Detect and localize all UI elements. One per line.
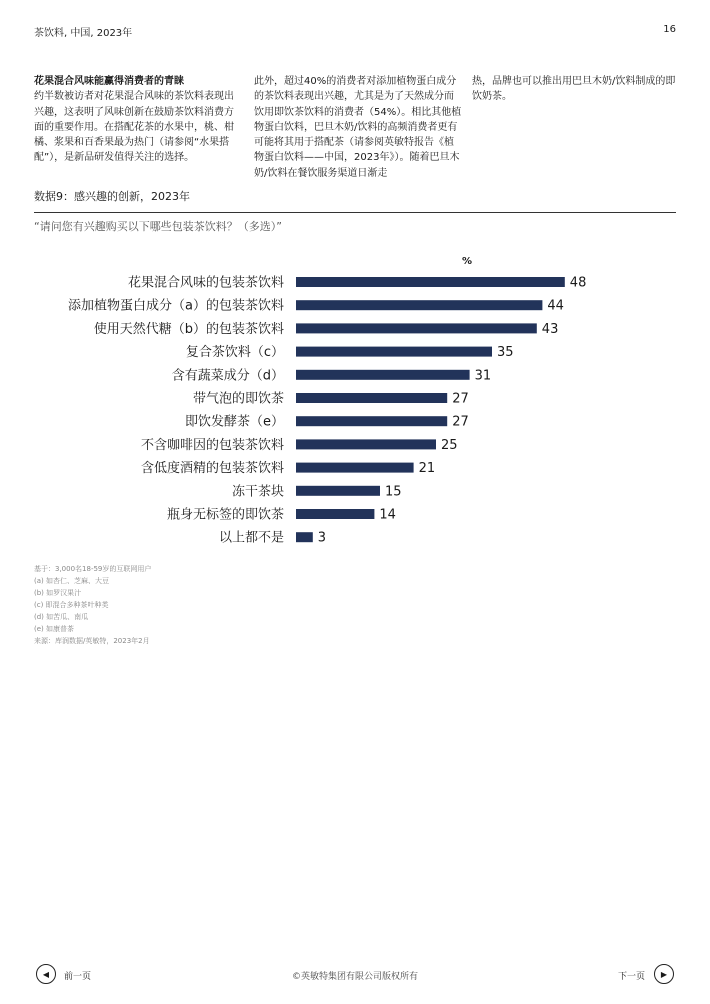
category-label: 即饮发酵茶（e） xyxy=(185,414,284,430)
value-label: 43 xyxy=(541,321,559,337)
column-3-paragraph: 热，品牌也可以推出用巴旦木奶/饮料制成的即饮奶茶。 xyxy=(472,76,676,103)
figure-divider xyxy=(34,212,676,213)
section-heading: 花果混合风味能赢得消费者的青睐 xyxy=(34,76,184,87)
bar xyxy=(296,393,447,403)
category-label: 复合茶饮料（c） xyxy=(185,345,284,361)
value-label: 31 xyxy=(474,368,492,384)
copyright-text: ©英敏特集团有限公司版权所有 xyxy=(291,972,418,982)
category-label: 使用天然代糖（b）的包装茶饮料 xyxy=(93,321,284,337)
chart-note: (b) 如罗汉果汁 xyxy=(34,589,82,597)
category-label: 以上都不是 xyxy=(218,530,284,546)
value-label: 15 xyxy=(385,484,402,500)
value-label: 27 xyxy=(452,391,469,407)
bar xyxy=(296,300,542,310)
value-label: 25 xyxy=(441,437,458,453)
text-column-1 xyxy=(34,74,242,166)
page-number: 16 xyxy=(663,24,676,35)
chart-note: (c) 即混合多种茶叶种类 xyxy=(34,601,109,609)
chart-note: 来源：库润数据/英敏特，2023年2月 xyxy=(34,637,150,645)
next-page-link[interactable]: 下一页 xyxy=(618,972,646,982)
chart-note: (e) 如康普茶 xyxy=(34,625,74,633)
value-label: 21 xyxy=(418,461,436,477)
category-label: 冻干茶块 xyxy=(231,484,284,500)
report-header-title: 茶饮料, 中国, 2023年 xyxy=(34,28,133,39)
figure-title: 数据9：感兴趣的创新，2023年 xyxy=(34,190,190,203)
previous-page-link[interactable]: 前一页 xyxy=(64,972,92,982)
value-label: 14 xyxy=(379,507,396,523)
value-label: 44 xyxy=(547,298,564,314)
next-page-icon[interactable]: ▶ xyxy=(654,964,674,984)
column-1-paragraph: 约半数被访者对花果混合风味的茶饮料表现出兴趣，这表明了风味创新在鼓励茶饮料消费方面的重要作用。在搭配花茶的水果中，桃、柑橘、浆果和百香果最为热门（请参阅“水果搭配”），是新品研发值得关注的选择。 xyxy=(34,91,234,164)
survey-question: “请问您有兴趣购买以下哪些包装茶饮料？（多选）” xyxy=(34,220,282,233)
text-column-3 xyxy=(472,74,678,105)
value-label: 3 xyxy=(317,530,327,546)
category-label: 含有蔬菜成分（d） xyxy=(171,368,284,384)
value-label: 27 xyxy=(452,414,469,430)
bar xyxy=(296,347,492,357)
category-label: 花果混合风味的包装茶饮料 xyxy=(127,275,284,291)
chart-note: (a) 如杏仁、芝麻、大豆 xyxy=(34,577,109,585)
category-label: 瓶身无标签的即饮茶 xyxy=(166,507,284,523)
bar xyxy=(296,509,374,519)
bar xyxy=(296,463,414,473)
text-column-2 xyxy=(254,74,462,181)
bar xyxy=(296,370,470,380)
bar xyxy=(296,323,537,333)
value-label: 48 xyxy=(569,275,587,291)
chart-notes xyxy=(34,563,151,647)
unit-label: % xyxy=(462,256,473,267)
bar xyxy=(296,439,436,449)
bar-chart xyxy=(0,268,710,550)
category-label: 带气泡的即饮茶 xyxy=(192,391,284,407)
page-footer xyxy=(0,964,710,988)
category-label: 添加植物蛋白成分（a）的包装茶饮料 xyxy=(68,298,284,314)
bar xyxy=(296,532,313,542)
chart-note: (d) 如苦瓜、南瓜 xyxy=(34,613,89,621)
column-2-paragraph: 此外，超过40%的消费者对添加植物蛋白成分的茶饮料表现出兴趣，尤其是为了天然成分而饮用即饮茶饮料的消费者（54%）。相比其他植物蛋白饮料，巴旦木奶/饮料的高频消费者更有可能将其用于搭配茶（请参阅英敏特报告《植物蛋白饮料——中国，2023年》）。随着巴旦木奶/饮料在餐饮服务渠道日渐走 xyxy=(254,76,462,179)
category-label: 不含咖啡因的包装茶饮料 xyxy=(140,437,284,453)
bar xyxy=(296,416,447,426)
bar xyxy=(296,486,380,496)
category-label: 含低度酒精的包装茶饮料 xyxy=(140,461,284,477)
chart-note: 基于：3,000名18-59岁的互联网用户 xyxy=(34,565,152,573)
value-label: 35 xyxy=(497,345,514,361)
bar xyxy=(296,277,565,287)
previous-page-icon[interactable]: ◀ xyxy=(36,964,56,984)
